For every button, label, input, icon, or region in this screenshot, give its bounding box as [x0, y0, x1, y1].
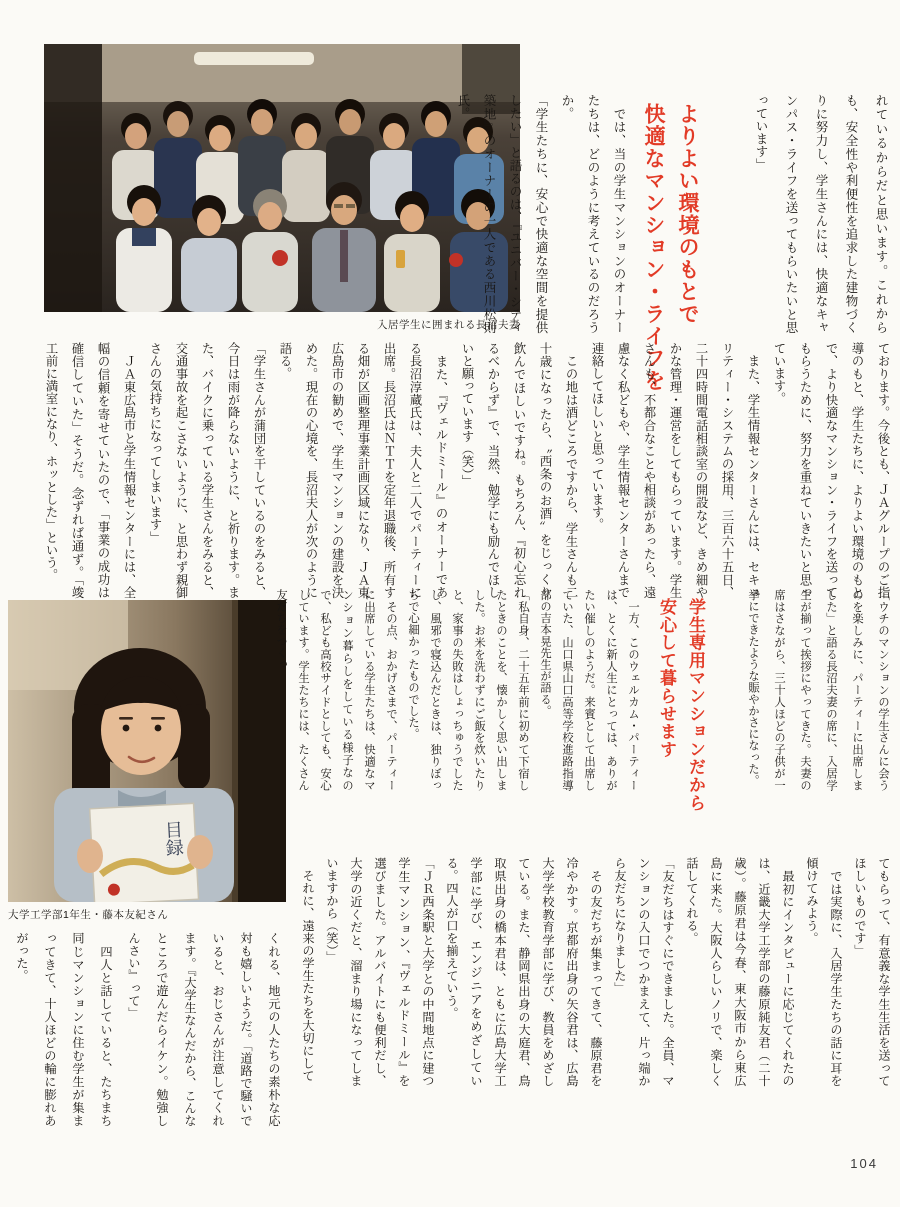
heading-sub-line2: 安心して暮らせます: [657, 598, 676, 759]
paragraph: ております。今後とも、ＪＡグループのご指導のもと、学生たちに、よりよい環境のもとで、より快適なマンション・ライフを送ってもらうために、努力を重ねていきたいと思っています。: [772, 342, 890, 599]
paragraph: では実際に、入居学生たちの話に耳を傾けてみよう。: [805, 857, 843, 1087]
heading-sub-line1: 学生専用マンションだから: [686, 598, 705, 812]
paragraph: 「学生さんが蒲団を干しているのをみると、今日は雨が降らないように、と祈ります。また、バイクに乗っている学生さんをみると、交通事故を起こさないように、と思わず親御さんの気持ちになってしまいます」: [148, 342, 266, 599]
paragraph: この地は酒どころですから、学生さんも二十歳になったら、〝西条のお酒〟をじっくり飲んでほしいですね。もちろん、『初心忘れるべからず』で、当然、勉学にも励んでほしいと願っています（笑）」: [460, 342, 578, 599]
paragraph: 最初にインタビューに応じてくれたのは、近畿大学工学部の藤原純友君（二十歳）。藤原君は今春、東大阪市から東広島に来た。大阪人らしいノリで、楽しく話してくれる。: [685, 857, 795, 1087]
heading-main-line1: よりよい環境のもとで: [676, 103, 699, 325]
paragraph: その友だちが集まってきて、藤原君を冷やかす。京都府出身の矢谷君は、広島大学学校教育学部に学び、教員をめざしている。また、静岡県出身の大庭君、鳥取県出身の橋本君は、ともに広島大学工学部に学び、エンジニアをめざしている。四人が口を揃えていう。: [445, 857, 603, 1087]
article-text-band3-right: [712, 589, 896, 791]
paragraph: 「ＪＲ西条駅と大学との中間地点に建つ学生マンション、『ヴェルドミール』を選びました。アルバイトにも便利だし、大学の近くだと、溜まり場になってしまいますから（笑）」: [325, 857, 435, 1087]
paragraph: 四人と話していると、たちまち同じマンションに住む学生が集まってきて、十人ほどの輪に膨れあがった。: [15, 932, 113, 1127]
book: [90, 803, 199, 902]
paragraph: 「私自身、二十五年前に初めて下宿したときのことを、懐かしく思い出しました。お米を洗わずにご飯を炊いたりと、家事の失敗はしょっちゅうでしたし、風邪で寝込んだときは、独りぼっちで心細かったものでした。: [407, 589, 529, 791]
student-portrait-photo: [8, 600, 286, 902]
photo2-caption: 大学工学部1年生・藤本友紀さん: [8, 909, 169, 921]
paragraph: また、『ヴェルドミール』のオーナーである長沼淳蔵氏は、夫人と二人でパーティーに出席。長沼氏はＮＴＴを定年退職後、所有する畑が区画整理事業計画区域になり、ＪＡ東広島市の勧めで、学生マンションの建設を決めた。現在の心境を、長沼夫人が次のように語る。: [278, 342, 448, 599]
heading-main-line2: 快適なマンション・ライフを: [642, 103, 665, 392]
article-text-top-right: [730, 94, 896, 334]
group-photo-illustration: [44, 44, 520, 312]
book-title: 目録: [162, 819, 185, 857]
article-text-middle-band: [12, 342, 896, 599]
group-photo: [44, 44, 520, 312]
paragraph: くれる、地元の人たちの素朴な応対も嬉しいようだ。「道路で騒いでいると、おじさんが注意してくれます。『大学生なんだから、こんなところで遊んだらイケン。勉強しんさい』って」: [127, 932, 281, 1127]
photo1-caption: 入居学生に囲まれる長沼夫妻: [377, 319, 520, 331]
paragraph: ＪＡ東広島市と学生情報センターには、全幅の信頼を寄せていたので、「事業の成功は確信していた」そうだ。念ずれば通ず。「竣工前に満室になり、ホッとした」という。: [44, 342, 136, 599]
page-number: 104: [850, 1156, 878, 1171]
section-heading-sub: [646, 598, 710, 828]
paragraph: 「ウチのマンションの学生さんに会うのを楽しみに、パーティーに出席しました」と語る長沼夫妻の席に、入居学生が揃って挨拶にやってきた。夫妻の席はさながら、三十人ほどの子供が一挙にできたような賑やかさになった。: [747, 589, 889, 791]
paragraph: 「友だちはすぐにできました。全員、マンションの入口でつかまえて、片っ端から友だちになりました」: [613, 857, 675, 1087]
paragraph: では、当の学生マンションのオーナーたちは、どのように考えているのだろうか。: [560, 94, 626, 334]
article-text-band3-left: [275, 589, 644, 791]
article-text-band4: [288, 857, 896, 1087]
article-text-top-left: [456, 94, 632, 334]
paragraph: 一方、このウェルカム・パーティーは、とくに新人生にとっては、ありがたい催しのようだ。来賓として出席していた、山口県山口高等学校進路指導部の吉本晃先生が語る。: [539, 589, 639, 791]
article-text-bottom-left: [8, 932, 288, 1127]
paragraph: れているからだと思います。これからも、安全性や利便性を追求した建物づくりに努力し、学生さんには、快適なキャンパス・ライフを送ってもらいたいと思っています」: [754, 94, 888, 334]
paragraph: また、学生情報センターさんには、セキュリティー・システムの採用、三百六十五日、二十四時間電話相談室の開設など、きめ細やかな管理・運営をしてもらっています。学生さんも、不都合なことや相談があったら、遠慮なく私どもや、学生情報センターさんまで連絡してほしいと思っています。: [590, 342, 760, 599]
paragraph: それに、遠来の学生たちを大切にして: [301, 857, 315, 1082]
people-back-row: [112, 99, 504, 224]
paragraph: その点、おかげさまで、パーティーに出席している学生たちは、快適なマンション暮らしをしている様子なので、私ども高校サイドとしても、安心しています。学生たちには、たくさん友だちをつくっ: [275, 589, 397, 791]
paragraph: 「学生たちに、安心で快適な空間を提供したい」と語るのは、『ユニバー・シティ築地』のオーナーの一人である西川松則氏。: [456, 94, 548, 334]
paragraph: てもらって、有意義な学生生活を送ってほしいものです」: [853, 857, 891, 1087]
student-portrait-illustration: [8, 600, 286, 902]
